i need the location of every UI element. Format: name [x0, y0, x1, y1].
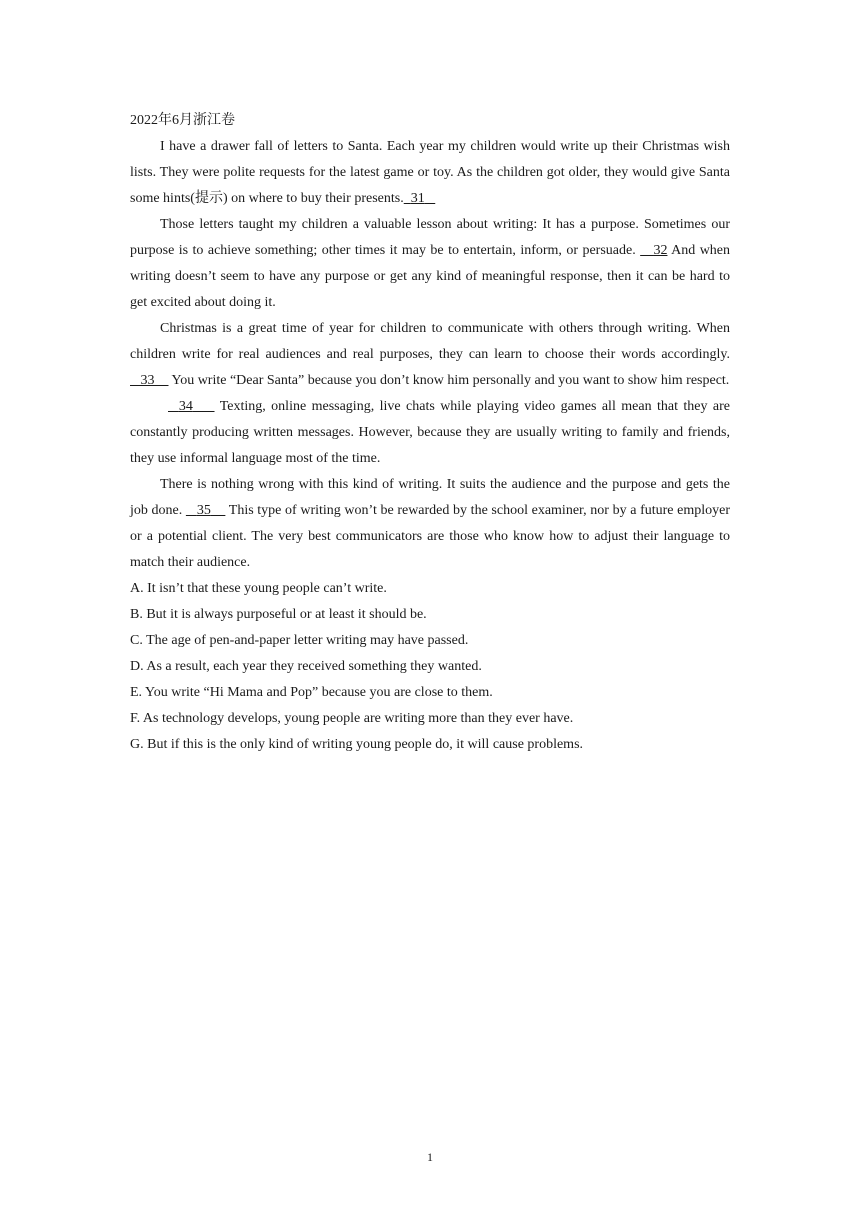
paragraph-1 — [130, 134, 730, 212]
passage-content — [130, 108, 730, 758]
paragraph-text: Christmas is a great time of year for children to communicate with others through writing. When children write for real audiences and real purposes, they can learn to choose their words accordingly. — [130, 321, 730, 362]
option-b: B. But it is always purposeful or at least it should be. — [130, 607, 427, 622]
answer-blank-31: 31 — [410, 191, 425, 206]
paragraph-text: This type of writing won’t be rewarded by the school examiner, nor by a future employer or a potential client. The very best communicators are those who know how to adjust their language to match their audience. — [130, 503, 731, 570]
answer-blank-35: 35 — [196, 503, 211, 518]
page-number: 1 — [427, 1150, 433, 1164]
option-f: F. As technology develops, young people are writing more than they ever have. — [130, 711, 574, 726]
answer-blank-33: 33 — [140, 373, 155, 388]
answer-options-list — [130, 576, 730, 758]
option-e: E. You write “Hi Mama and Pop” because you are close to them. — [130, 685, 493, 700]
option-g: G. But if this is the only kind of writing young people do, it will cause problems. — [130, 737, 584, 752]
paragraph-text: There is nothing wrong with this kind of writing. It suits the audience and the purpose and gets the job done. — [130, 477, 730, 518]
paragraph-3 — [130, 316, 730, 394]
option-a: A. It isn’t that these young people can’t write. — [130, 581, 387, 596]
exam-source-heading: 2022年6月浙江卷 — [130, 113, 235, 128]
paragraph-text: Those letters taught my children a valuable lesson about writing: It has a purpose. Sometimes our purpose is to achieve something; other times it may be to entertain, inform, or persuade. — [130, 217, 730, 258]
paragraph-5 — [130, 472, 730, 576]
answer-blank-34: 34 — [178, 399, 193, 414]
paragraph-text: And when writing doesn’t seem to have any purpose or get any kind of meaningful response, then it can be hard to get excited about doing it. — [130, 243, 731, 310]
paragraph-text: You write “Dear Santa” because you don’t know him personally and you want to show him respect. — [171, 373, 730, 388]
answer-blank-32: 32 — [653, 243, 668, 258]
paragraph-text: Texting, online messaging, live chats while playing video games all mean that they are constantly producing written messages. However, because they are usually writing to family and friends, they use informal language most of the time. — [130, 399, 731, 466]
paragraph-4 — [130, 394, 730, 472]
option-d: D. As a result, each year they received something they wanted. — [130, 659, 482, 674]
option-c: C. The age of pen-and-paper letter writing may have passed. — [130, 633, 469, 648]
paragraph-text: I have a drawer fall of letters to Santa. Each year my children would write up their Christmas wish lists. They were polite requests for the latest game or toy. As the children got older, they would give Santa some hints(提示) on where to buy their presents. — [130, 139, 730, 206]
paragraph-2 — [130, 212, 730, 316]
